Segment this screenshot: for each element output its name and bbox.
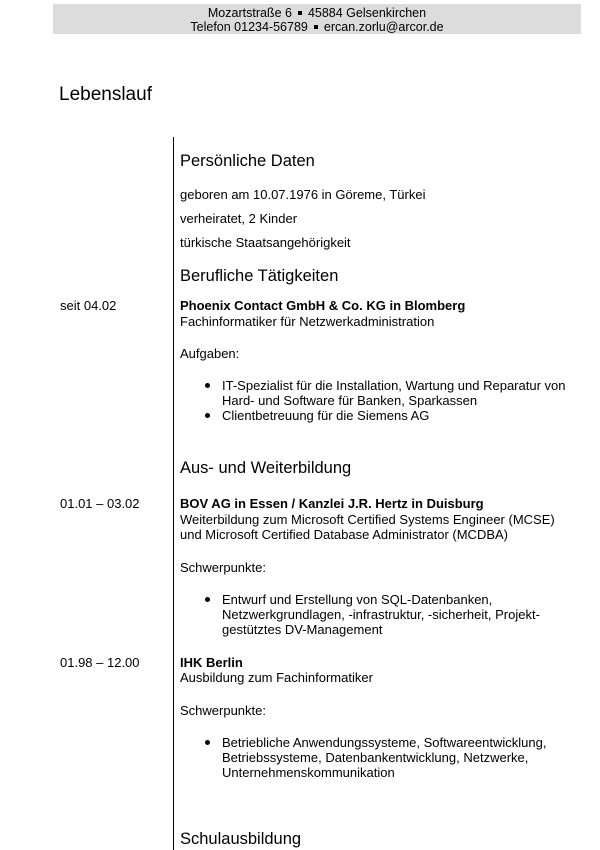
document-title: Lebenslauf — [59, 84, 152, 105]
list-item: Clientbetreuung für die Siemens AG — [180, 408, 565, 423]
contact-line — [53, 20, 581, 34]
education-entry-2-org: IHK Berlin — [180, 655, 243, 670]
address-city: 45884 Gelsenkirchen — [307, 6, 427, 20]
education-entry-2-date: 01.98 – 12.00 — [60, 655, 140, 670]
work-entry-date: seit 04.02 — [60, 298, 117, 313]
list-item: IT-Spezialist für die Installation, Wartung und Reparatur von Hard- und Software für Banken, Sparkassen — [180, 378, 565, 408]
list-item: Entwurf und Erstellung von SQL-Datenbanken, Netzwerkgrundlagen, -infrastruktur, -sicherheit, Projekt- gestütztes DV-Management — [180, 592, 540, 637]
address-line — [53, 6, 581, 20]
list-item: Betriebliche Anwendungssysteme, Softwareentwicklung, Betriebssysteme, Datenbankentwicklung, Netzwerke, Unternehmenskommunikation — [180, 735, 546, 780]
personal-line-birth: geboren am 10.07.1976 in Göreme, Türkei — [180, 187, 426, 202]
work-entry-tasks-label: Aufgaben: — [180, 346, 240, 361]
work-entry-task-list — [180, 378, 565, 423]
work-entry-role: Fachinformatiker für Netzwerkadministration — [180, 314, 435, 329]
contact-header — [53, 4, 581, 34]
section-heading-work: Berufliche Tätigkeiten — [180, 267, 339, 285]
education-entry-1-role-line-1: Weiterbildung zum Microsoft Certified Systems Engineer (MCSE) — [180, 512, 555, 527]
education-entry-1-focus-label: Schwerpunkte: — [180, 560, 266, 575]
work-entry-org: Phoenix Contact GmbH & Co. KG in Blomberg — [180, 298, 466, 313]
education-entry-2-focus-list — [180, 735, 546, 780]
section-heading-personal: Persönliche Daten — [180, 152, 315, 170]
education-entry-2-role: Ausbildung zum Fachinformatiker — [180, 670, 373, 685]
education-entry-2-focus-label: Schwerpunkte: — [180, 703, 266, 718]
separator-square-icon — [298, 11, 302, 15]
education-entry-1-focus-list — [180, 592, 540, 637]
section-heading-education: Aus- und Weiterbildung — [180, 459, 352, 477]
personal-line-family: verheiratet, 2 Kinder — [180, 211, 298, 226]
personal-line-citizenship: türkische Staatsangehörigkeit — [180, 235, 351, 250]
education-entry-1-date: 01.01 – 03.02 — [60, 496, 140, 511]
education-entry-1-org: BOV AG in Essen / Kanzlei J.R. Hertz in Duisburg — [180, 496, 484, 511]
separator-square-icon — [314, 25, 318, 29]
email-address[interactable]: ercan.zorlu@arcor.de — [323, 20, 444, 34]
education-entry-1-role-line-2: und Microsoft Certified Database Administrator (MCDBA) — [180, 527, 509, 542]
section-heading-school: Schulausbildung — [180, 830, 302, 848]
address-street: Mozartstraße 6 — [207, 6, 292, 20]
timeline-divider — [173, 137, 174, 850]
phone-number: Telefon 01234-56789 — [190, 20, 308, 34]
